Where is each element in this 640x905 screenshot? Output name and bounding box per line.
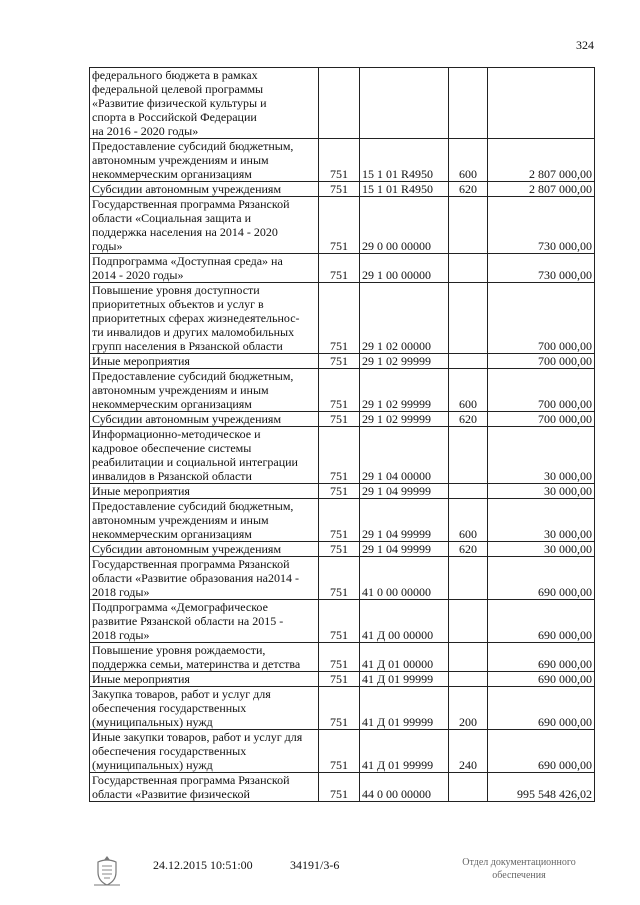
row-name-line: «Развитие физической культуры и bbox=[92, 96, 267, 110]
stamp-line: обеспечения bbox=[492, 870, 546, 881]
table-row bbox=[90, 643, 595, 672]
amount-cell: 995 548 426,02 bbox=[488, 773, 595, 802]
department-code-cell: 751 bbox=[319, 600, 360, 643]
row-name-line: Субсидии автономным учреждениям bbox=[92, 542, 282, 556]
department-code-cell: 751 bbox=[319, 499, 360, 542]
row-name-line: Информационно-методическое и bbox=[92, 427, 261, 441]
row-name-line: Иные мероприятия bbox=[92, 354, 190, 368]
expense-type-cell bbox=[449, 197, 488, 254]
amount-cell: 690 000,00 bbox=[488, 643, 595, 672]
amount-cell: 690 000,00 bbox=[488, 600, 595, 643]
row-name-line: 2018 годы» bbox=[92, 585, 150, 599]
department-code-cell: 751 bbox=[319, 139, 360, 182]
expense-type-cell: 600 bbox=[449, 369, 488, 412]
target-article-cell: 41 Д 01 99999 bbox=[360, 730, 449, 773]
target-article-cell: 44 0 00 00000 bbox=[360, 773, 449, 802]
row-name-line: обеспечения государственных bbox=[92, 701, 247, 715]
expense-type-cell: 600 bbox=[449, 499, 488, 542]
amount-cell: 730 000,00 bbox=[488, 254, 595, 283]
table-row bbox=[90, 542, 595, 557]
footer-document-code: 34191/3-6 bbox=[290, 858, 340, 872]
row-name-cell bbox=[90, 687, 319, 730]
row-name-line: (муниципальных) нужд bbox=[92, 758, 213, 772]
target-article-cell: 29 1 02 99999 bbox=[360, 369, 449, 412]
row-name-line: Повышение уровня рождаемости, bbox=[92, 643, 266, 657]
row-name-cell bbox=[90, 643, 319, 672]
department-code-cell: 751 bbox=[319, 197, 360, 254]
target-article-cell: 15 1 01 R4950 bbox=[360, 139, 449, 182]
target-article-cell: 29 1 02 99999 bbox=[360, 412, 449, 427]
expense-type-cell bbox=[449, 600, 488, 643]
amount-cell: 2 807 000,00 bbox=[488, 182, 595, 197]
table-row bbox=[90, 499, 595, 542]
expense-type-cell bbox=[449, 254, 488, 283]
row-name-cell bbox=[90, 427, 319, 484]
row-name-line: 2014 - 2020 годы» bbox=[92, 268, 184, 282]
row-name-line: реабилитации и социальной интеграции bbox=[92, 455, 298, 469]
department-code-cell: 751 bbox=[319, 484, 360, 499]
table-row bbox=[90, 600, 595, 643]
table-row bbox=[90, 182, 595, 197]
row-name-cell bbox=[90, 139, 319, 182]
department-stamp bbox=[444, 856, 594, 882]
target-article-cell: 41 Д 01 00000 bbox=[360, 643, 449, 672]
expense-type-cell bbox=[449, 68, 488, 139]
department-code-cell: 751 bbox=[319, 427, 360, 484]
row-name-line: Иные мероприятия bbox=[92, 672, 190, 686]
row-name-line: Иные закупки товаров, работ и услуг для bbox=[92, 730, 303, 744]
amount-cell: 730 000,00 bbox=[488, 197, 595, 254]
stamp-line: Отдел документационного bbox=[462, 857, 576, 868]
row-name-line: некоммерческим организациям bbox=[92, 167, 252, 181]
target-article-cell: 29 1 04 99999 bbox=[360, 499, 449, 542]
row-name-line: автономным учреждениям и иным bbox=[92, 513, 269, 527]
department-code-cell: 751 bbox=[319, 557, 360, 600]
row-name-line: Государственная программа Рязанской bbox=[92, 773, 290, 787]
expense-type-cell: 620 bbox=[449, 182, 488, 197]
expense-type-cell: 200 bbox=[449, 687, 488, 730]
row-name-line: развитие Рязанской области на 2015 - bbox=[92, 614, 284, 628]
expense-type-cell bbox=[449, 643, 488, 672]
target-article-cell: 29 1 04 00000 bbox=[360, 427, 449, 484]
target-article-cell: 41 Д 00 00000 bbox=[360, 600, 449, 643]
row-name-cell bbox=[90, 369, 319, 412]
row-name-cell bbox=[90, 254, 319, 283]
row-name-line: приоритетных сферах жизнедеятельнос- bbox=[92, 311, 300, 325]
row-name-line: Субсидии автономным учреждениям bbox=[92, 182, 282, 196]
row-name-line: автономным учреждениям и иным bbox=[92, 153, 269, 167]
amount-cell: 30 000,00 bbox=[488, 499, 595, 542]
amount-cell: 30 000,00 bbox=[488, 427, 595, 484]
row-name-cell bbox=[90, 499, 319, 542]
table-row bbox=[90, 254, 595, 283]
table-row bbox=[90, 283, 595, 354]
target-article-cell: 29 1 04 99999 bbox=[360, 542, 449, 557]
row-name-cell bbox=[90, 542, 319, 557]
row-name-line: поддержка населения на 2014 - 2020 bbox=[92, 225, 278, 239]
row-name-line: поддержка семьи, материнства и детства bbox=[92, 657, 301, 671]
row-name-line: 2018 годы» bbox=[92, 628, 150, 642]
amount-cell: 690 000,00 bbox=[488, 557, 595, 600]
table-row bbox=[90, 412, 595, 427]
table-row bbox=[90, 773, 595, 802]
row-name-line: федеральной целевой программы bbox=[92, 82, 264, 96]
row-name-line: ти инвалидов и других маломобильных bbox=[92, 325, 295, 339]
row-name-line: Субсидии автономным учреждениям bbox=[92, 412, 282, 426]
row-name-line: Подпрограмма «Доступная среда» на bbox=[92, 254, 283, 268]
row-name-line: Государственная программа Рязанской bbox=[92, 557, 290, 571]
row-name-line: групп населения в Рязанской области bbox=[92, 339, 283, 353]
row-name-cell bbox=[90, 197, 319, 254]
department-code-cell: 751 bbox=[319, 354, 360, 369]
amount-cell: 700 000,00 bbox=[488, 369, 595, 412]
row-name-cell bbox=[90, 557, 319, 600]
target-article-cell: 41 Д 01 99999 bbox=[360, 687, 449, 730]
row-name-line: Повышение уровня доступности bbox=[92, 283, 260, 297]
row-name-cell bbox=[90, 484, 319, 499]
table-row bbox=[90, 354, 595, 369]
page-footer bbox=[0, 858, 640, 898]
target-article-cell: 29 1 00 00000 bbox=[360, 254, 449, 283]
row-name-cell bbox=[90, 283, 319, 354]
footer-timestamp: 24.12.2015 10:51:00 bbox=[153, 858, 253, 872]
row-name-line: федерального бюджета в рамках bbox=[92, 68, 258, 82]
expense-type-cell: 620 bbox=[449, 542, 488, 557]
budget-table bbox=[89, 67, 595, 802]
target-article-cell: 41 0 00 00000 bbox=[360, 557, 449, 600]
department-code-cell: 751 bbox=[319, 730, 360, 773]
row-name-line: Предоставление субсидий бюджетным, bbox=[92, 369, 294, 383]
table-row bbox=[90, 369, 595, 412]
amount-cell: 30 000,00 bbox=[488, 484, 595, 499]
department-code-cell: 751 bbox=[319, 687, 360, 730]
amount-cell: 690 000,00 bbox=[488, 687, 595, 730]
target-article-cell bbox=[360, 68, 449, 139]
row-name-line: приоритетных объектов и услуг в bbox=[92, 297, 264, 311]
row-name-cell bbox=[90, 773, 319, 802]
row-name-cell bbox=[90, 68, 319, 139]
row-name-line: Иные мероприятия bbox=[92, 484, 190, 498]
department-code-cell: 751 bbox=[319, 412, 360, 427]
row-name-line: кадровое обеспечение системы bbox=[92, 441, 252, 455]
amount-cell: 700 000,00 bbox=[488, 354, 595, 369]
amount-cell bbox=[488, 68, 595, 139]
target-article-cell: 29 1 02 00000 bbox=[360, 283, 449, 354]
amount-cell: 2 807 000,00 bbox=[488, 139, 595, 182]
row-name-line: некоммерческим организациям bbox=[92, 527, 252, 541]
row-name-line: Закупка товаров, работ и услуг для bbox=[92, 687, 271, 701]
table-row bbox=[90, 687, 595, 730]
row-name-line: Подпрограмма «Демографическое bbox=[92, 600, 268, 614]
department-code-cell: 751 bbox=[319, 369, 360, 412]
row-name-line: спорта в Российской Федерации bbox=[92, 110, 257, 124]
target-article-cell: 29 1 02 99999 bbox=[360, 354, 449, 369]
row-name-cell bbox=[90, 672, 319, 687]
row-name-cell bbox=[90, 730, 319, 773]
amount-cell: 700 000,00 bbox=[488, 412, 595, 427]
row-name-line: Предоставление субсидий бюджетным, bbox=[92, 139, 294, 153]
expense-type-cell bbox=[449, 557, 488, 600]
expense-type-cell bbox=[449, 773, 488, 802]
table-row bbox=[90, 427, 595, 484]
row-name-line: Государственная программа Рязанской bbox=[92, 197, 290, 211]
target-article-cell: 29 0 00 00000 bbox=[360, 197, 449, 254]
expense-type-cell: 240 bbox=[449, 730, 488, 773]
expense-type-cell bbox=[449, 427, 488, 484]
row-name-line: некоммерческим организациям bbox=[92, 397, 252, 411]
table-row bbox=[90, 68, 595, 139]
table-row bbox=[90, 672, 595, 687]
row-name-line: области «Развитие образования на2014 - bbox=[92, 571, 299, 585]
row-name-cell bbox=[90, 182, 319, 197]
row-name-line: Предоставление субсидий бюджетным, bbox=[92, 499, 294, 513]
amount-cell: 30 000,00 bbox=[488, 542, 595, 557]
department-code-cell bbox=[319, 68, 360, 139]
table-row bbox=[90, 730, 595, 773]
row-name-line: автономным учреждениям и иным bbox=[92, 383, 269, 397]
expense-type-cell bbox=[449, 283, 488, 354]
department-code-cell: 751 bbox=[319, 254, 360, 283]
table-row bbox=[90, 197, 595, 254]
department-code-cell: 751 bbox=[319, 542, 360, 557]
expense-type-cell: 620 bbox=[449, 412, 488, 427]
table-row bbox=[90, 484, 595, 499]
department-code-cell: 751 bbox=[319, 672, 360, 687]
expense-type-cell bbox=[449, 354, 488, 369]
target-article-cell: 41 Д 01 99999 bbox=[360, 672, 449, 687]
row-name-line: (муниципальных) нужд bbox=[92, 715, 213, 729]
amount-cell: 690 000,00 bbox=[488, 730, 595, 773]
amount-cell: 700 000,00 bbox=[488, 283, 595, 354]
row-name-line: области «Социальная защита и bbox=[92, 211, 251, 225]
table-row bbox=[90, 139, 595, 182]
row-name-cell bbox=[90, 412, 319, 427]
row-name-cell bbox=[90, 600, 319, 643]
table-row bbox=[90, 557, 595, 600]
target-article-cell: 15 1 01 R4950 bbox=[360, 182, 449, 197]
row-name-line: области «Развитие физической bbox=[92, 787, 250, 801]
row-name-line: годы» bbox=[92, 239, 123, 253]
row-name-line: инвалидов в Рязанской области bbox=[92, 469, 252, 483]
department-code-cell: 751 bbox=[319, 643, 360, 672]
expense-type-cell bbox=[449, 672, 488, 687]
department-code-cell: 751 bbox=[319, 182, 360, 197]
expense-type-cell: 600 bbox=[449, 139, 488, 182]
row-name-line: на 2016 - 2020 годы» bbox=[92, 124, 199, 138]
row-name-cell bbox=[90, 354, 319, 369]
amount-cell: 690 000,00 bbox=[488, 672, 595, 687]
coat-of-arms-icon bbox=[90, 854, 124, 888]
department-code-cell: 751 bbox=[319, 283, 360, 354]
row-name-line: обеспечения государственных bbox=[92, 744, 247, 758]
department-code-cell: 751 bbox=[319, 773, 360, 802]
page-number: 324 bbox=[576, 38, 594, 52]
expense-type-cell bbox=[449, 484, 488, 499]
target-article-cell: 29 1 04 99999 bbox=[360, 484, 449, 499]
budget-table-body bbox=[90, 68, 595, 802]
